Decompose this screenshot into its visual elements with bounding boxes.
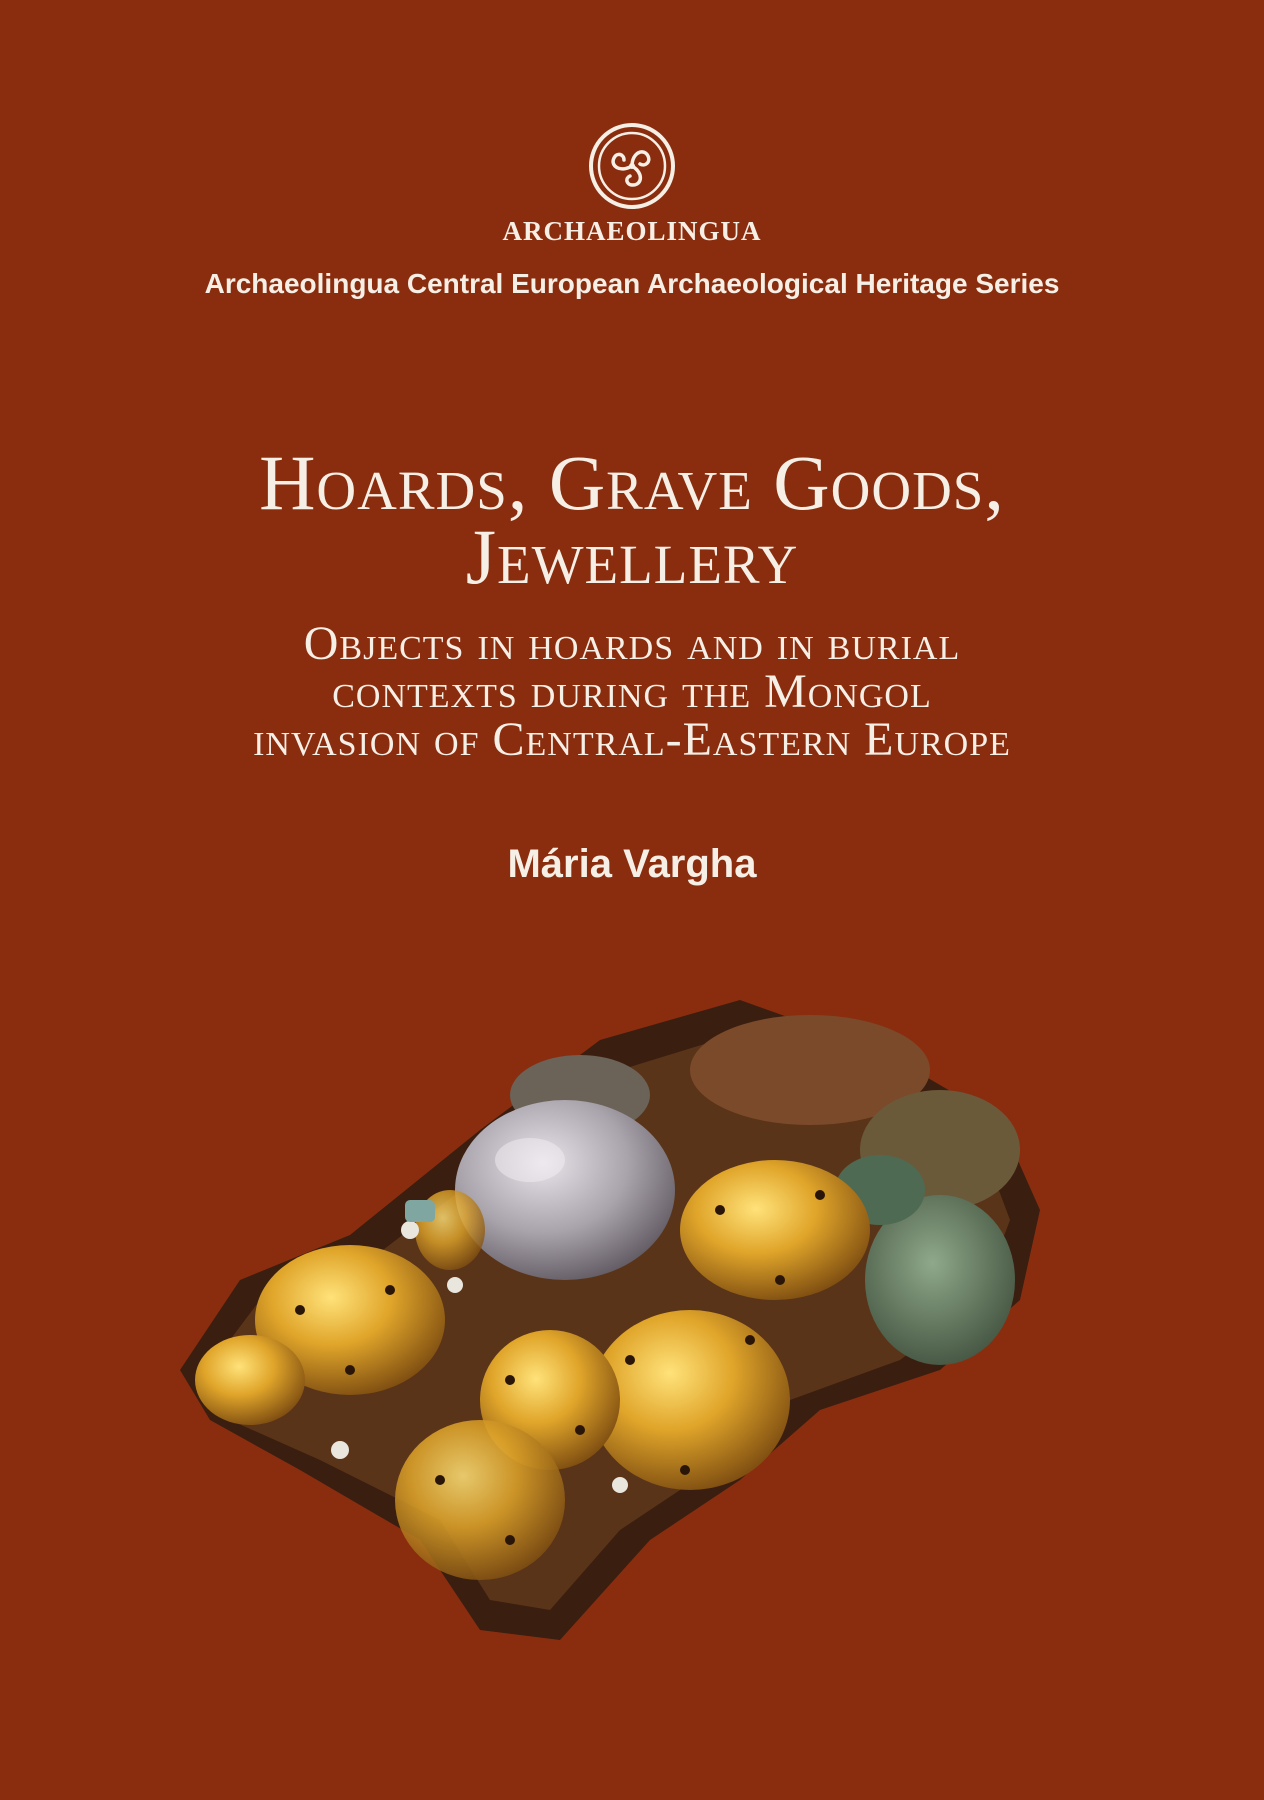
triskelion-circle-icon — [588, 122, 676, 210]
book-subtitle-line-1: Objects in hoards and in burial — [303, 617, 961, 670]
book-title — [112, 439, 1152, 600]
publisher-name: ARCHAEOLINGUA — [502, 216, 762, 246]
book-subtitle-line-3: invasion of Central-Eastern Europe — [253, 713, 1011, 766]
book-subtitle-line-2: contexts during the Mongol — [332, 665, 932, 718]
book-title-line-2: Jewellery — [465, 513, 799, 600]
cover-artifact-image — [180, 980, 1060, 1660]
series-title: Archaeolingua Central European Archaeological Heritage Series — [204, 268, 1060, 299]
publisher-logo — [0, 122, 1264, 210]
author-name: Mária Vargha — [507, 842, 757, 886]
book-subtitle — [112, 617, 1152, 766]
book-title-line-1: Hoards, Grave Goods, — [259, 439, 1005, 526]
